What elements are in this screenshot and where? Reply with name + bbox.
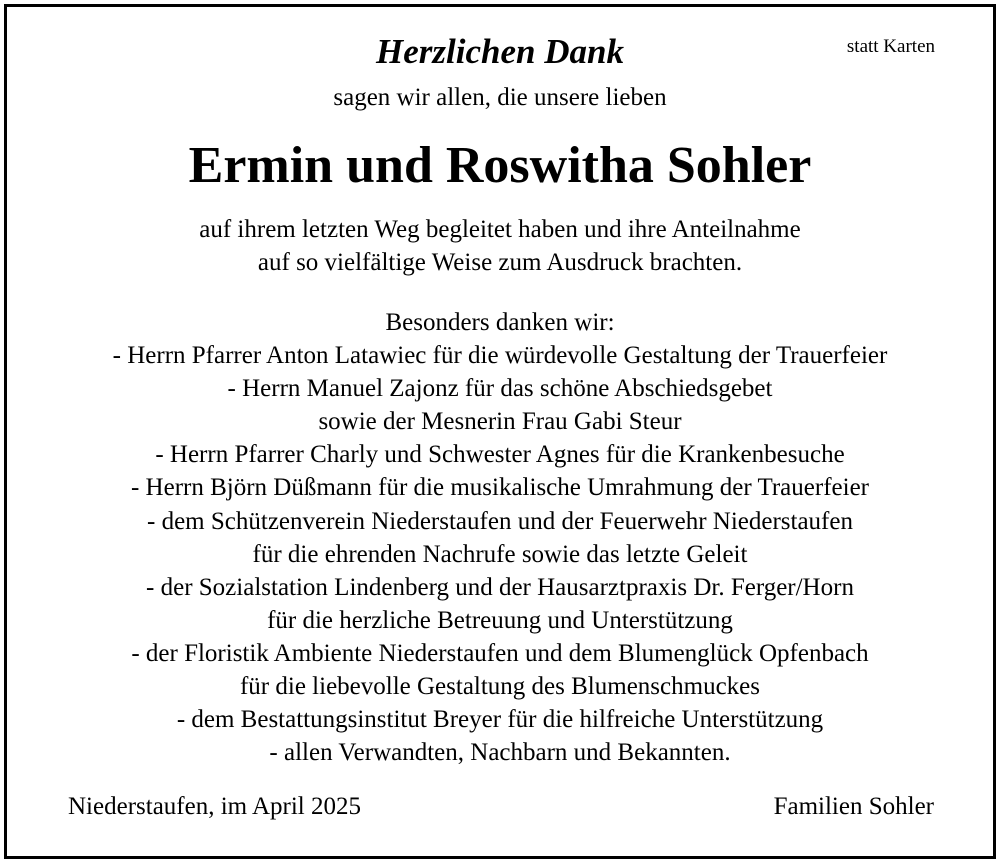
thanks-line: - dem Bestattungsinstitut Breyer für die hilfreiche Unterstützung [176, 706, 824, 734]
corner-note: statt Karten [846, 36, 935, 57]
thanks-line: - Herrn Björn Düßmann für die musikalische Umrahmung der Trauerfeier [130, 474, 869, 502]
thanks-line: - Herrn Manuel Zajonz für das schöne Abschiedsgebet [227, 375, 773, 403]
intro-line: auf ihrem letzten Weg begleitet haben und ihre Anteilnahme [199, 216, 801, 243]
thanks-line: sowie der Mesnerin Frau Gabi Steur [318, 408, 682, 436]
place-date: Niederstaufen, im April 2025 [68, 793, 361, 820]
intro-text [0, 213, 1000, 279]
thanks-line: für die ehrenden Nachrufe sowie das letzte Geleit [252, 540, 748, 568]
thanks-line: - Herrn Pfarrer Anton Latawiec für die würdevolle Gestaltung der Trauerfeier [112, 342, 888, 370]
subline: sagen wir allen, die unsere lieben [333, 84, 667, 111]
thanks-line: für die liebevolle Gestaltung des Blumenschmuckes [239, 673, 760, 701]
thanks-line: - der Sozialstation Lindenberg und der Hausarztpraxis Dr. Ferger/Horn [146, 573, 854, 601]
thanks-line: - Herrn Pfarrer Charly und Schwester Agnes für die Krankenbesuche [155, 441, 845, 469]
headline: Herzlichen Dank [376, 32, 624, 71]
deceased-names: Ermin und Roswitha Sohler [188, 137, 812, 194]
thanks-list [0, 306, 1000, 769]
thanks-heading: Besonders danken wir: [385, 309, 615, 336]
thanks-line: - der Floristik Ambiente Niederstaufen und dem Blumenglück Opfenbach [131, 639, 869, 667]
thanks-line: - dem Schützenverein Niederstaufen und der Feuerwehr Niederstaufen [147, 507, 853, 535]
thanks-line: - allen Verwandten, Nachbarn und Bekannten. [269, 739, 731, 767]
intro-line: auf so vielfältige Weise zum Ausdruck brachten. [257, 249, 743, 276]
signature: Familien Sohler [773, 793, 934, 820]
thanks-line: für die herzliche Betreuung und Unterstützung [267, 606, 733, 634]
